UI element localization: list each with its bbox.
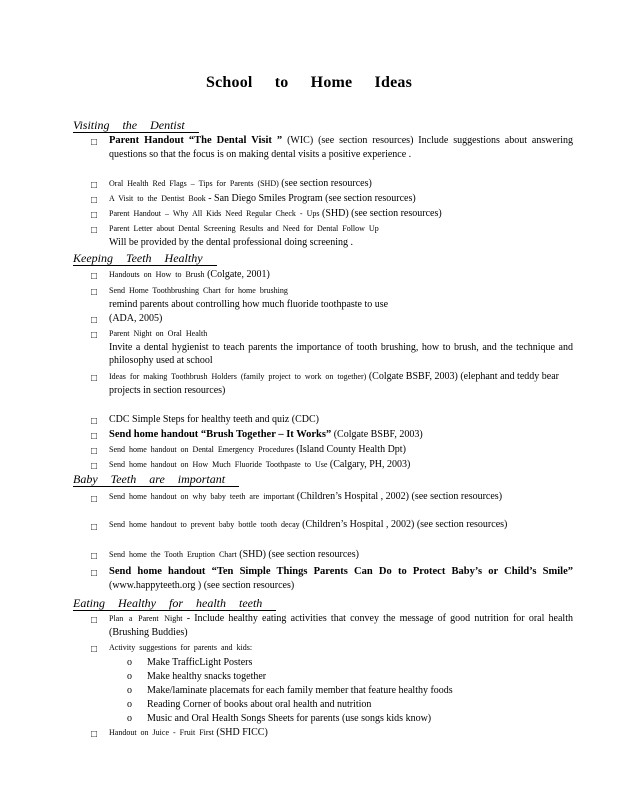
list-item: CDC Simple Steps for healthy teeth and quiz (CDC) (109, 414, 319, 425)
list-item: Send home handout “Brush Together – It Works” (Colgate BSBF, 2003) (109, 429, 423, 440)
list-item: Activity suggestions for parents and kids: (109, 643, 253, 652)
section-heading-keeping-teeth-healthy: Keeping Teeth Healthy (73, 251, 217, 266)
sub-list-item: Make healthy snacks together (147, 671, 267, 682)
list-item: Parent Letter about Dental Screening Results and Need for Dental Follow Up Will be provided by the dental professional doing screening . (109, 224, 379, 248)
sub-bullet-circle-icon: o (127, 699, 132, 710)
list-item: (ADA, 2005) (109, 313, 163, 324)
list-item: Handouts on How to Brush (Colgate, 2001) (109, 269, 270, 280)
list-item: Ideas for making Toothbrush Holders (family project to work on together) (Colgate BSBF, 2003) (elephant and teddy bear projects in section resources) (109, 371, 559, 396)
bullet-checkbox-icon: □ (91, 568, 98, 579)
sub-list-item: Make/laminate placemats for each family member that feature healthy foods (147, 685, 453, 696)
bullet-checkbox-icon: □ (91, 373, 98, 384)
sub-list-item: Reading Corner of books about oral health and nutrition (147, 699, 372, 710)
bullet-checkbox-icon: □ (91, 494, 98, 505)
bullet-checkbox-icon: □ (91, 615, 98, 626)
sub-bullet-circle-icon: o (127, 657, 132, 668)
sub-bullet-circle-icon: o (127, 671, 132, 682)
section-heading-eating-healthy: Eating Healthy for health teeth (73, 596, 276, 611)
list-item: Parent Handout “The Dental Visit ” (WIC) (see section resources) Include suggestions about answering questions so that the focus is on making dental visits a positive experience . (109, 135, 573, 160)
list-item: Send home handout on why baby teeth are important (Children’s Hospital , 2002) (see section resources) (109, 491, 503, 502)
bullet-checkbox-icon: □ (91, 225, 98, 236)
page-title: School to Home Ideas (206, 74, 412, 91)
bullet-checkbox-icon: □ (91, 522, 98, 533)
bullet-checkbox-icon: □ (91, 137, 98, 148)
bullet-checkbox-icon: □ (91, 180, 98, 191)
sub-list-item: Make TrafficLight Posters (147, 657, 253, 668)
list-item: A Visit to the Dentist Book - San Diego Smiles Program (see section resources) (109, 193, 416, 204)
list-item: Handout on Juice - Fruit First (SHD FICC) (109, 727, 268, 738)
bullet-checkbox-icon: □ (91, 271, 98, 282)
bullet-checkbox-icon: □ (91, 287, 98, 298)
list-item: Send home handout “Ten Simple Things Parents Can Do to Protect Baby’s or Child’s Smile” (www.happyteeth.org ) (see section resources) (109, 566, 573, 591)
bullet-checkbox-icon: □ (91, 644, 98, 655)
list-item: Send home handout to prevent baby bottle tooth decay (Children’s Hospital , 2002) (see section resources) (109, 519, 508, 530)
list-item: Send home handout on How Much Fluoride Toothpaste to Use (Calgary, PH, 2003) (109, 459, 411, 470)
bullet-checkbox-icon: □ (91, 330, 98, 341)
bullet-checkbox-icon: □ (91, 551, 98, 562)
bullet-checkbox-icon: □ (91, 729, 98, 740)
list-item: Parent Night on Oral Health Invite a dental hygienist to teach parents the importance of tooth brushing, how to brush, and the technique and philosophy used at school (109, 329, 573, 366)
bullet-checkbox-icon: □ (91, 210, 98, 221)
bullet-checkbox-icon: □ (91, 461, 98, 472)
bullet-checkbox-icon: □ (91, 446, 98, 457)
bullet-checkbox-icon: □ (91, 195, 98, 206)
bullet-checkbox-icon: □ (91, 315, 98, 326)
list-item: Parent Handout – Why All Kids Need Regular Check - Ups (SHD) (see section resources) (109, 208, 442, 219)
list-item: Send home the Tooth Eruption Chart (SHD) (see section resources) (109, 549, 359, 560)
list-item: Send Home Toothbrushing Chart for home brushing remind parents about controlling how much fluoride toothpaste to use (109, 286, 389, 310)
list-item: Plan a Parent Night - Include healthy eating activities that convey the message of good nutrition for oral health (Brushing Buddies) (109, 613, 573, 638)
bullet-checkbox-icon: □ (91, 416, 98, 427)
sub-list-item: Music and Oral Health Songs Sheets for parents (use songs kids know) (147, 713, 432, 724)
bullet-checkbox-icon: □ (91, 431, 98, 442)
sub-bullet-circle-icon: o (127, 713, 132, 724)
list-item: Send home handout on Dental Emergency Procedures (Island County Health Dpt) (109, 444, 406, 455)
list-item: Oral Health Red Flags – Tips for Parents (SHD) (see section resources) (109, 178, 372, 189)
section-heading-visiting-dentist: Visiting the Dentist (73, 118, 199, 133)
section-heading-baby-teeth: Baby Teeth are important (73, 472, 239, 487)
sub-bullet-circle-icon: o (127, 685, 132, 696)
